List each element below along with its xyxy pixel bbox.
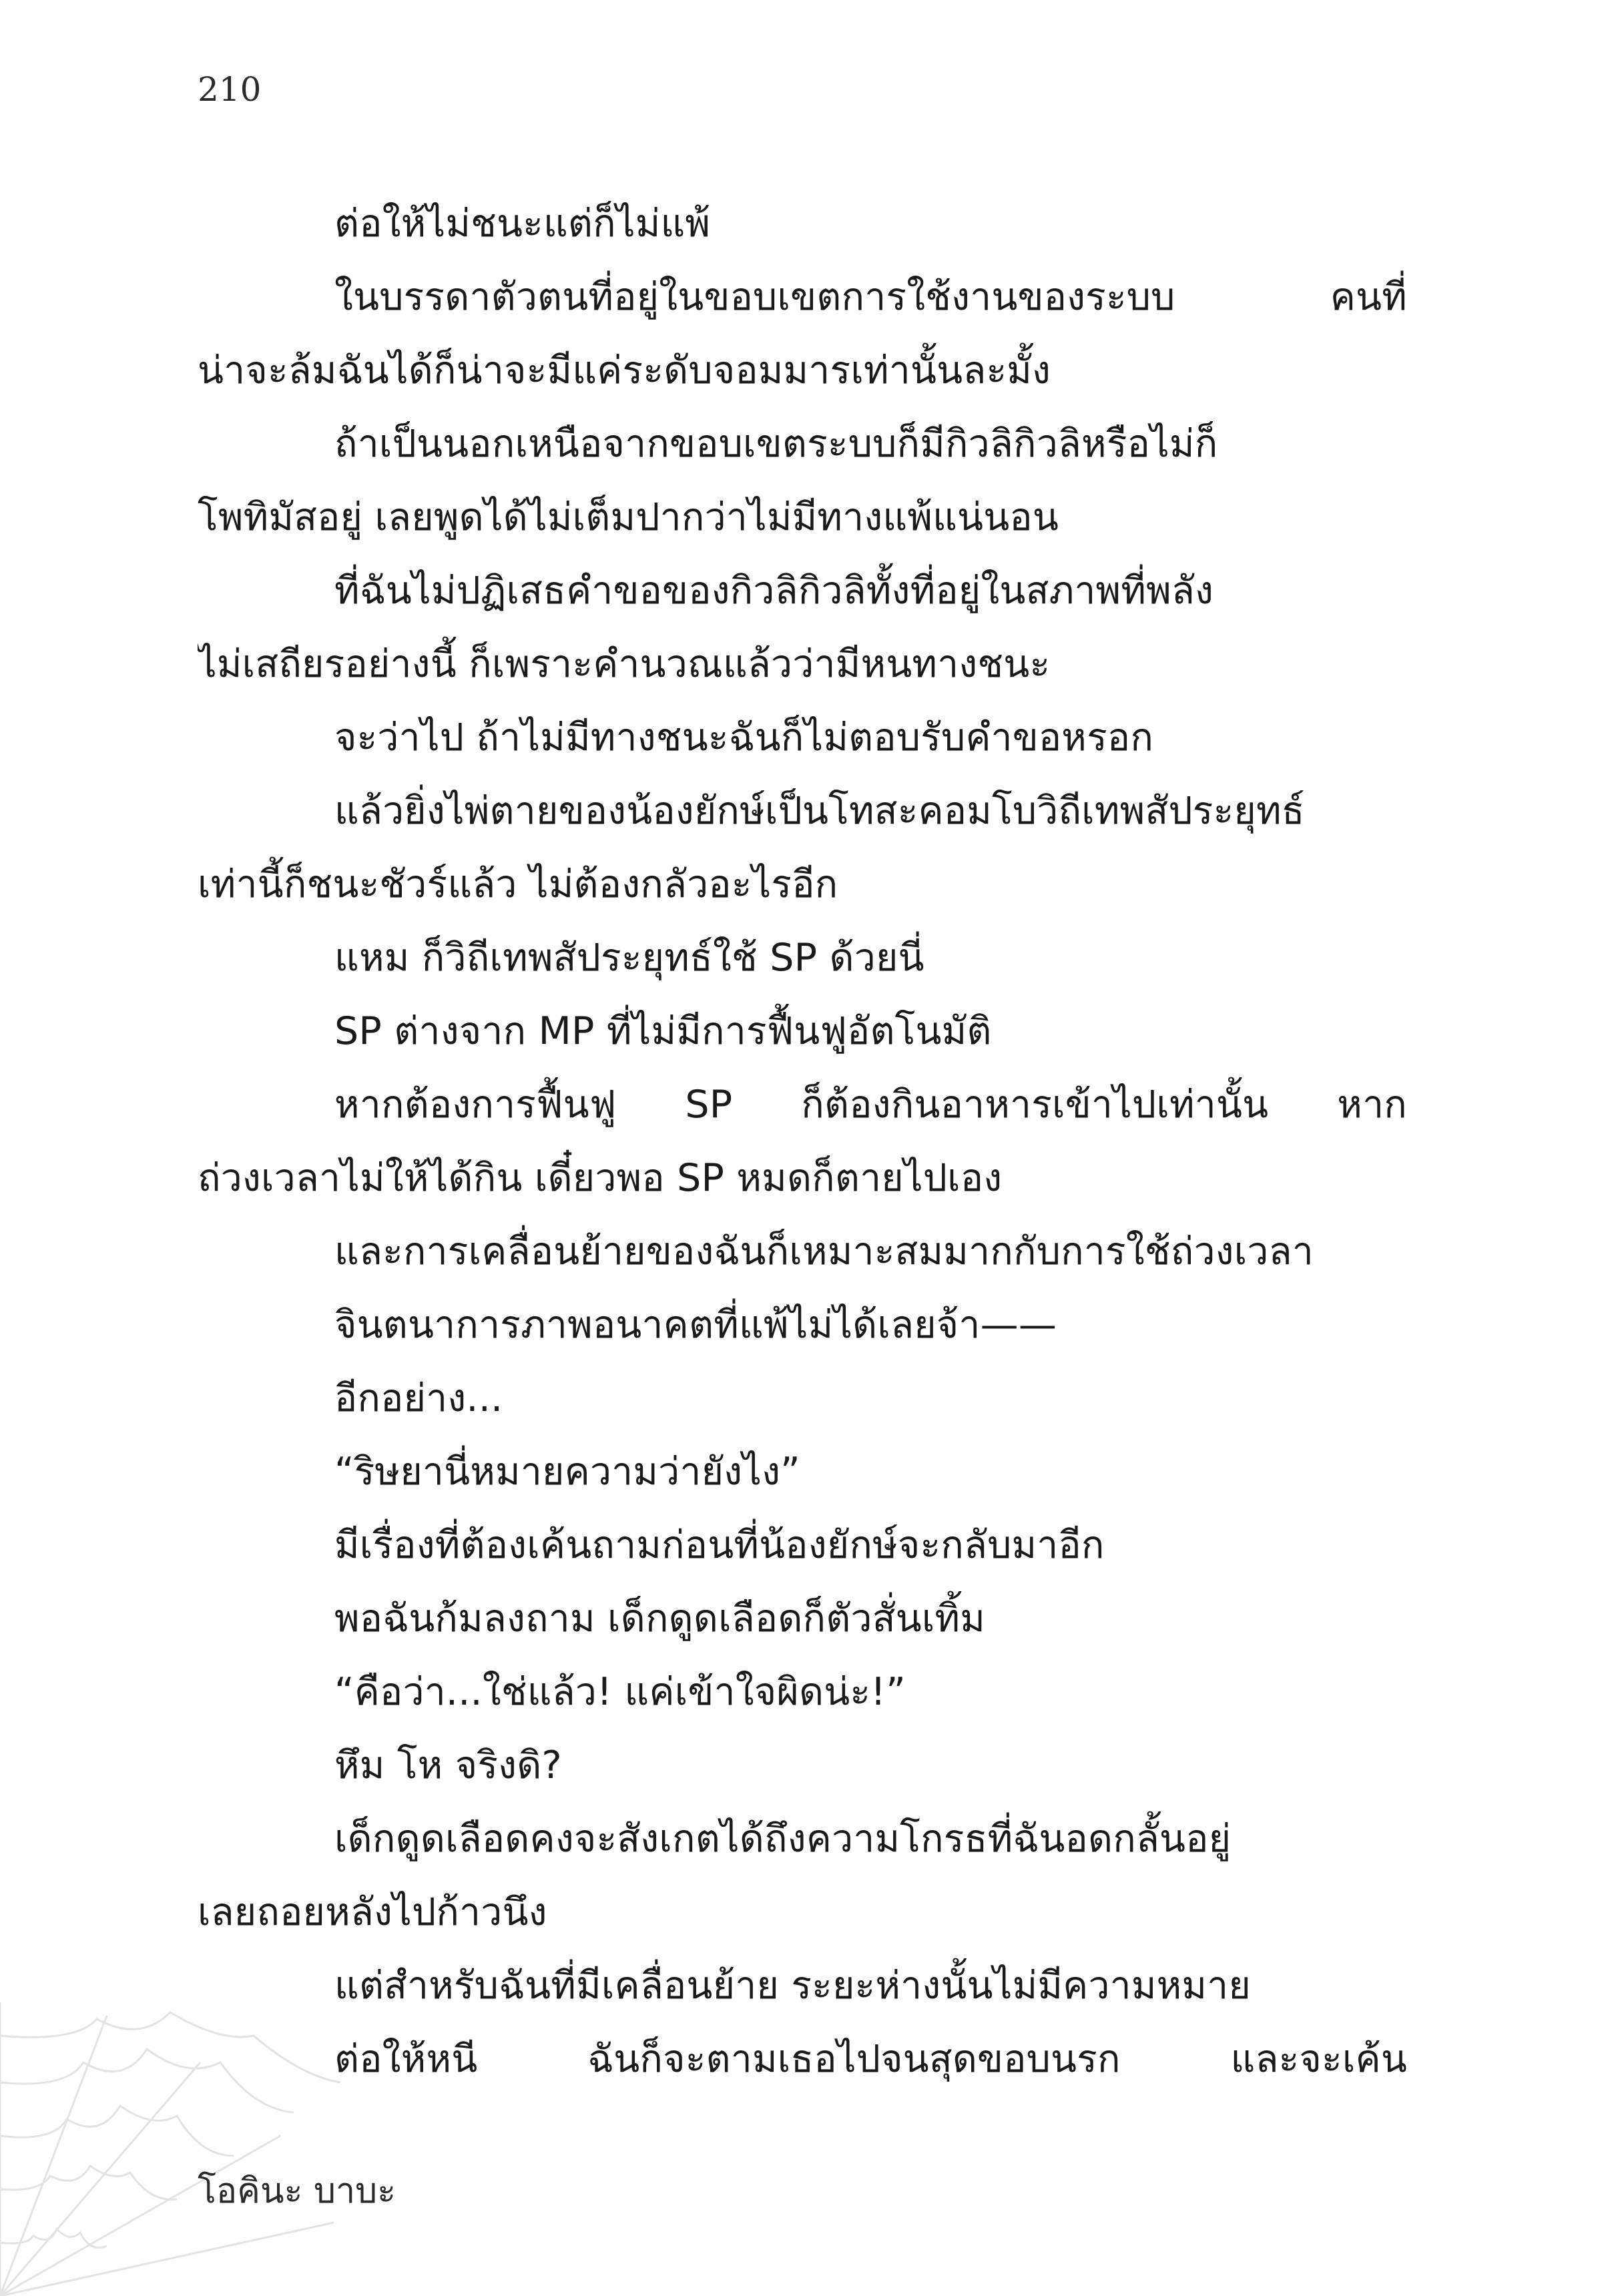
book-title-footer: โอคินะ บาบะ <box>198 2171 396 2211</box>
text-line: ต่อให้ไม่ชนะแต่ก็ไม่แพ้ <box>334 202 711 246</box>
text-line: ถ้าเป็นนอกเหนือจากขอบเขตระบบก็มีกิวลิกิวลิหรือไม่ก็ <box>334 422 1218 466</box>
text-line: เด็กดูดเลือดคงจะสังเกตได้ถึงความโกรธที่ฉันอดกลั้นอยู่ <box>334 1817 1232 1861</box>
text-line: ในบรรดาตัวตนที่อยู่ในขอบเขตการใช้งานของระบบ คนที่ <box>334 275 1407 319</box>
text-line: ถ่วงเวลาไม่ให้ได้กิน เดี๋ยวพอ SP หมดก็ตายไปเอง <box>198 1156 1003 1200</box>
text-line: “คือว่า...ใช่แล้ว! แค่เข้าใจผิดน่ะ!” <box>334 1670 906 1714</box>
page-number: 210 <box>198 70 262 109</box>
text-line: อีกอย่าง... <box>334 1376 503 1420</box>
text-line: พอฉันก้มลงถาม เด็กดูดเลือดก็ตัวสั่นเทิ้ม <box>334 1597 986 1641</box>
text-line: เท่านี้ก็ชนะชัวร์แล้ว ไม่ต้องกลัวอะไรอีก <box>198 862 838 906</box>
text-line: แต่สำหรับฉันที่มีเคลื่อนย้าย ระยะห่างนั้นไม่มีความหมาย <box>334 1964 1251 2008</box>
text-line: โพทิมัสอยู่ เลยพูดได้ไม่เต็มปากว่าไม่มีทางแพ้แน่นอน <box>198 495 1059 539</box>
text-line: น่าจะล้มฉันได้ก็น่าจะมีแค่ระดับจอมมารเท่านั้นละมั้ง <box>198 348 1051 392</box>
text-line: ต่อให้หนี ฉันก็จะตามเธอไปจนสุดขอบนรก และจะเค้น <box>334 2037 1407 2081</box>
text-line: ไม่เสถียรอย่างนี้ ก็เพราะคำนวณแล้วว่ามีหนทางชนะ <box>198 642 1051 686</box>
text-line: จะว่าไป ถ้าไม่มีทางชนะฉันก็ไม่ตอบรับคำขอหรอก <box>334 715 1154 760</box>
text-line: ที่ฉันไม่ปฏิเสธคำขอของกิวลิกิวลิทั้งที่อยู่ในสภาพที่พลัง <box>334 569 1214 613</box>
text-line: มีเรื่องที่ต้องเค้นถามก่อนที่น้องยักษ์จะกลับมาอีก <box>334 1523 1105 1567</box>
text-line: “ริษยานี่หมายความว่ายังไง” <box>334 1450 800 1494</box>
text-line: หากต้องการฟื้นฟู SP ก็ต้องกินอาหารเข้าไปเท่านั้น หาก <box>334 1083 1407 1127</box>
text-line: และการเคลื่อนย้ายของฉันก็เหมาะสมมากกับการใช้ถ่วงเวลา <box>334 1229 1314 1273</box>
text-line: SP ต่างจาก MP ที่ไม่มีการฟื้นฟูอัตโนมัติ <box>334 1009 992 1053</box>
text-line: แล้วยิ่งไพ่ตายของน้องยักษ์เป็นโทสะคอมโบวิถีเทพสัประยุทธ์ <box>334 789 1305 833</box>
text-line: หึม โห จริงดิ? <box>334 1743 562 1787</box>
text-line: เลยถอยหลังไปก้าวนึง <box>198 1890 547 1934</box>
text-line: แหม ก็วิถีเทพสัประยุทธ์ใช้ SP ด้วยนี่ <box>334 936 924 980</box>
text-line: จินตนาการภาพอนาคตที่แพ้ไม่ได้เลยจ้า—— <box>334 1303 1057 1347</box>
spider-web-decoration <box>0 1989 347 2296</box>
body-text <box>198 187 1407 2096</box>
